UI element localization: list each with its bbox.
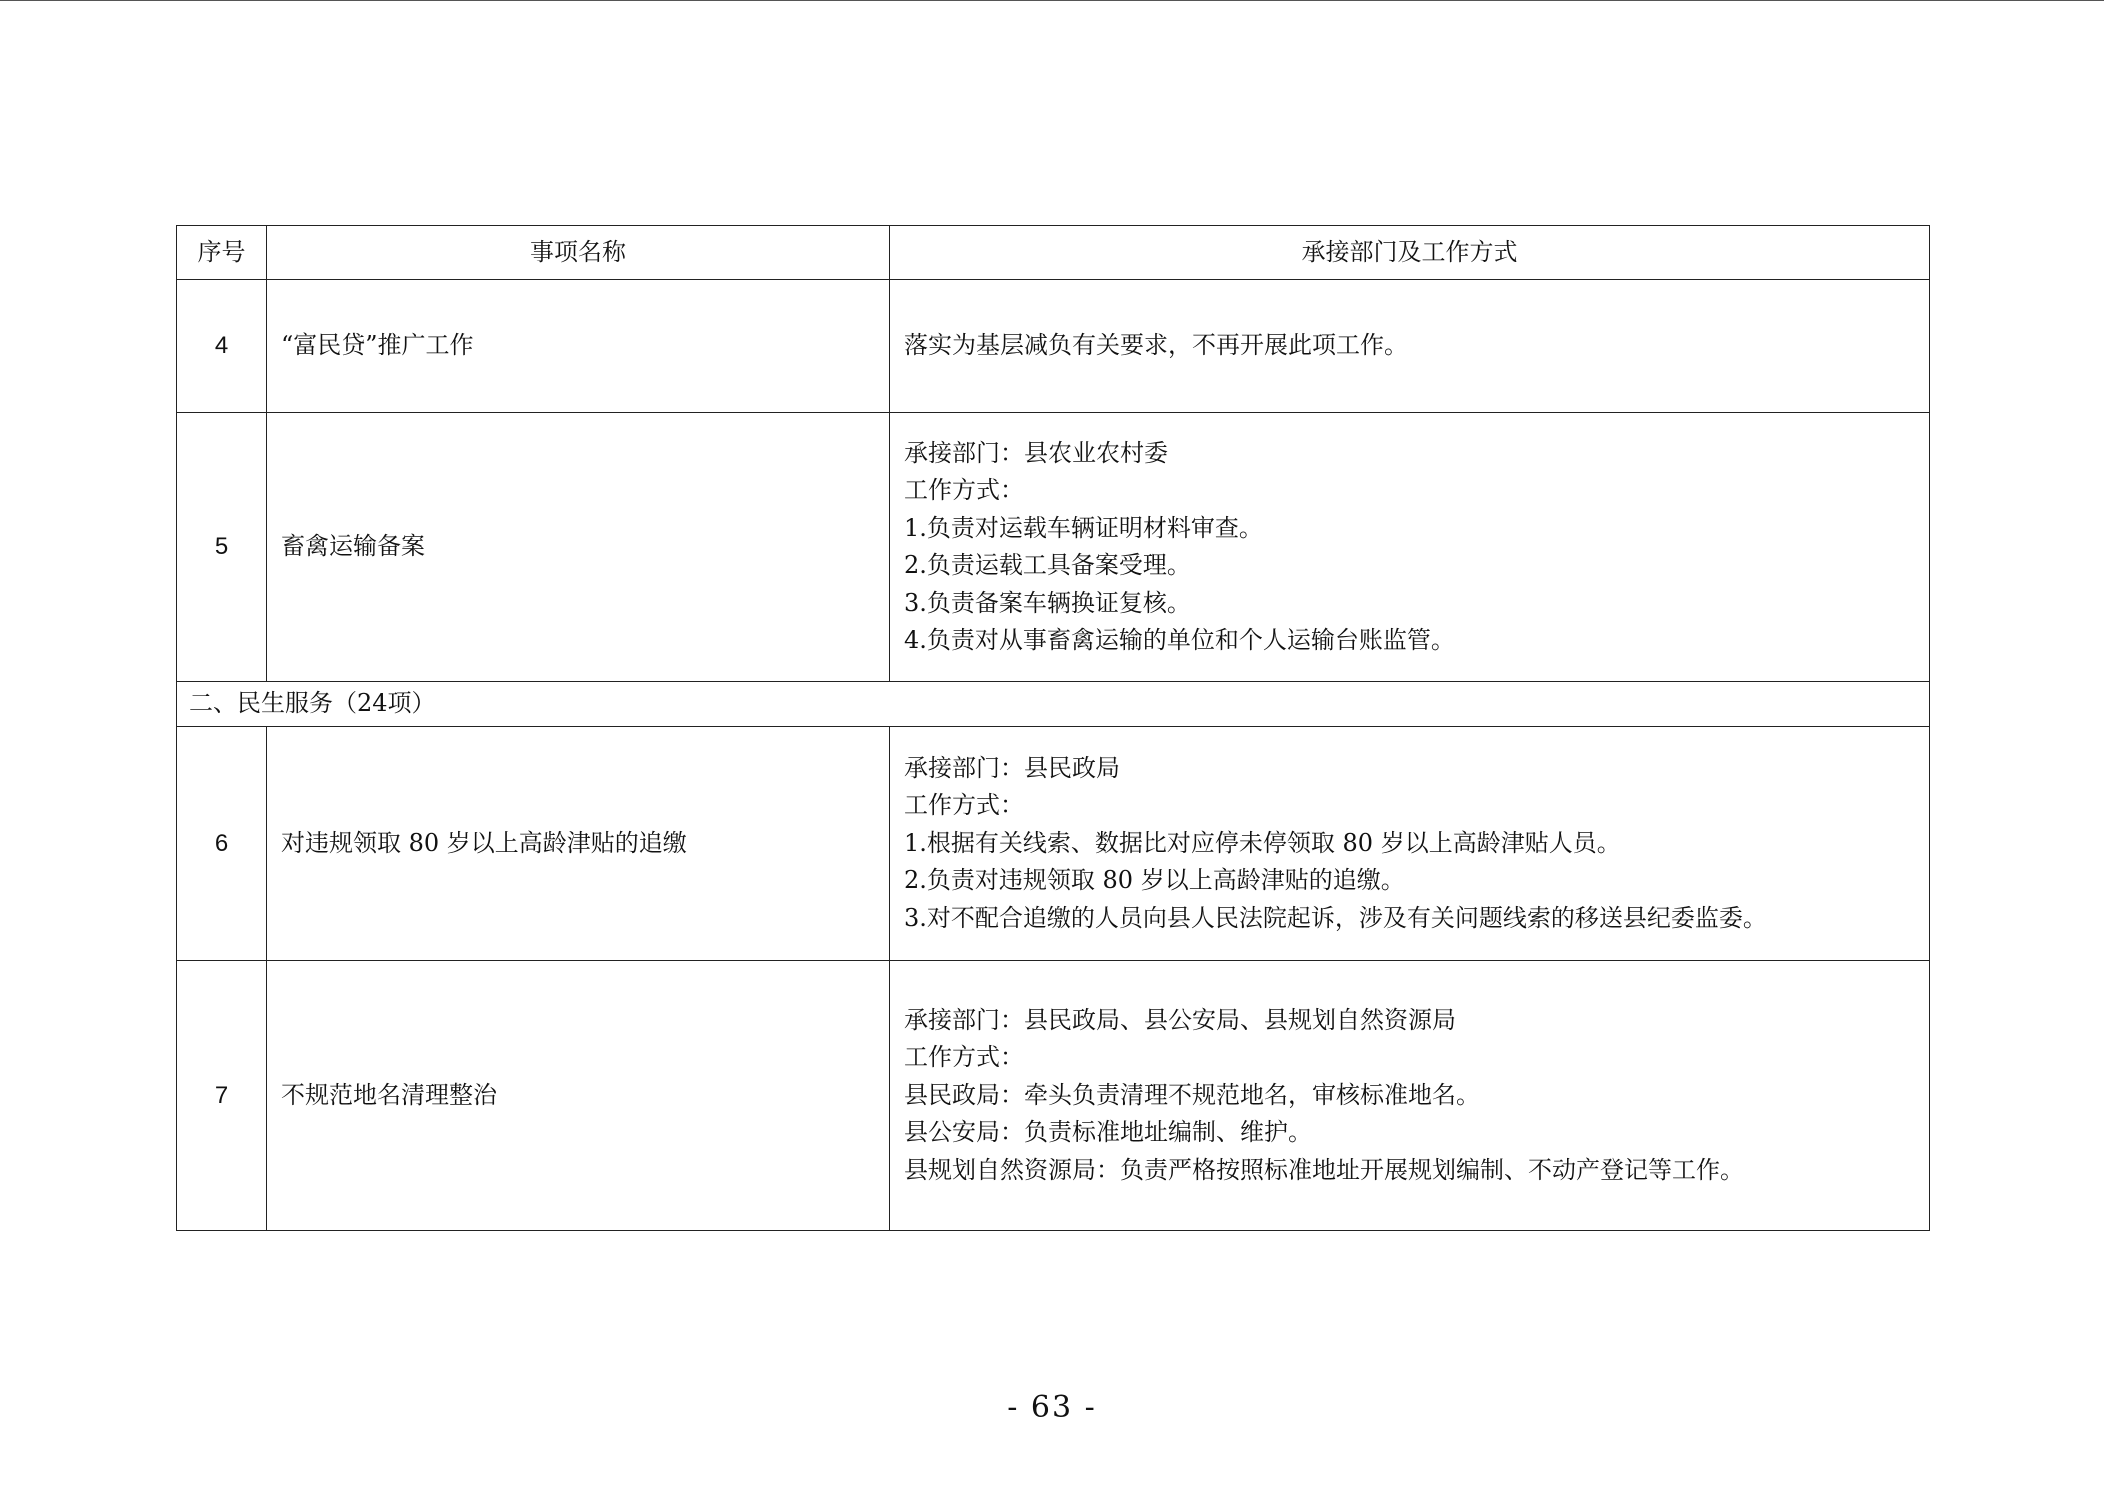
- header-serial-number: 序号: [177, 226, 267, 280]
- row-text-line: 落实为基层减负有关要求，不再开展此项工作。: [904, 331, 1408, 360]
- row-item-name: 不规范地名清理整治: [267, 961, 890, 1231]
- row-text-line: 2.负责对违规领取 80 岁以上高龄津贴的追缴。: [904, 866, 1405, 895]
- table-row: [177, 727, 1930, 961]
- section-heading: 二、民生服务（24项）: [177, 682, 1930, 727]
- matters-table: [176, 225, 1930, 1231]
- row-serial-number: 4: [177, 280, 267, 413]
- row-text-line: 县规划自然资源局：负责严格按照标准地址开展规划编制、不动产登记等工作。: [904, 1155, 1744, 1184]
- row-item-name: “富民贷”推广工作: [267, 280, 890, 413]
- table-header-row: [177, 226, 1930, 280]
- row-text-line: 县公安局：负责标准地址编制、维护。: [904, 1118, 1312, 1147]
- section-row: [177, 682, 1930, 727]
- row-text-line: 4.负责对从事畜禽运输的单位和个人运输台账监管。: [904, 626, 1455, 654]
- row-serial-number: 7: [177, 961, 267, 1231]
- row-text-line: 2.负责运载工具备案受理。: [904, 551, 1191, 579]
- row-serial-number: 6: [177, 727, 267, 961]
- row-text-line: 工作方式：: [904, 791, 1024, 820]
- header-item-name: 事项名称: [267, 226, 890, 280]
- table-row: [177, 961, 1930, 1231]
- row-text-line: 3.负责备案车辆换证复核。: [904, 588, 1191, 617]
- row-item-name: 对违规领取 80 岁以上高龄津贴的追缴: [267, 727, 890, 961]
- row-department-method: [890, 961, 1930, 1231]
- page-top-rule: [0, 0, 2104, 1]
- row-department-method: [890, 413, 1930, 682]
- row-text-line: 工作方式：: [904, 1043, 1024, 1072]
- row-serial-number: 5: [177, 413, 267, 682]
- row-text-line: 1.负责对运载车辆证明材料审查。: [904, 513, 1263, 542]
- row-department-method: [890, 280, 1930, 413]
- row-text-line: 3.对不配合追缴的人员向县人民法院起诉，涉及有关问题线索的移送县纪委监委。: [904, 903, 1767, 932]
- table-row: [177, 413, 1930, 682]
- row-department-method: [890, 727, 1930, 961]
- row-item-name: 畜禽运输备案: [267, 413, 890, 682]
- header-department-method: 承接部门及工作方式: [890, 226, 1930, 280]
- row-text-line: 承接部门：县民政局: [904, 753, 1120, 782]
- row-text-line: 1.根据有关线索、数据比对应停未停领取 80 岁以上高龄津贴人员。: [904, 828, 1621, 857]
- row-text-line: 县民政局：牵头负责清理不规范地名，审核标准地名。: [904, 1080, 1480, 1109]
- table-row: [177, 280, 1930, 413]
- row-text-line: 承接部门：县农业农村委: [904, 438, 1168, 467]
- row-text-line: 承接部门：县民政局、县公安局、县规划自然资源局: [904, 1005, 1456, 1034]
- row-text-line: 工作方式：: [904, 476, 1024, 504]
- page-number: - 63 -: [1007, 1390, 1097, 1425]
